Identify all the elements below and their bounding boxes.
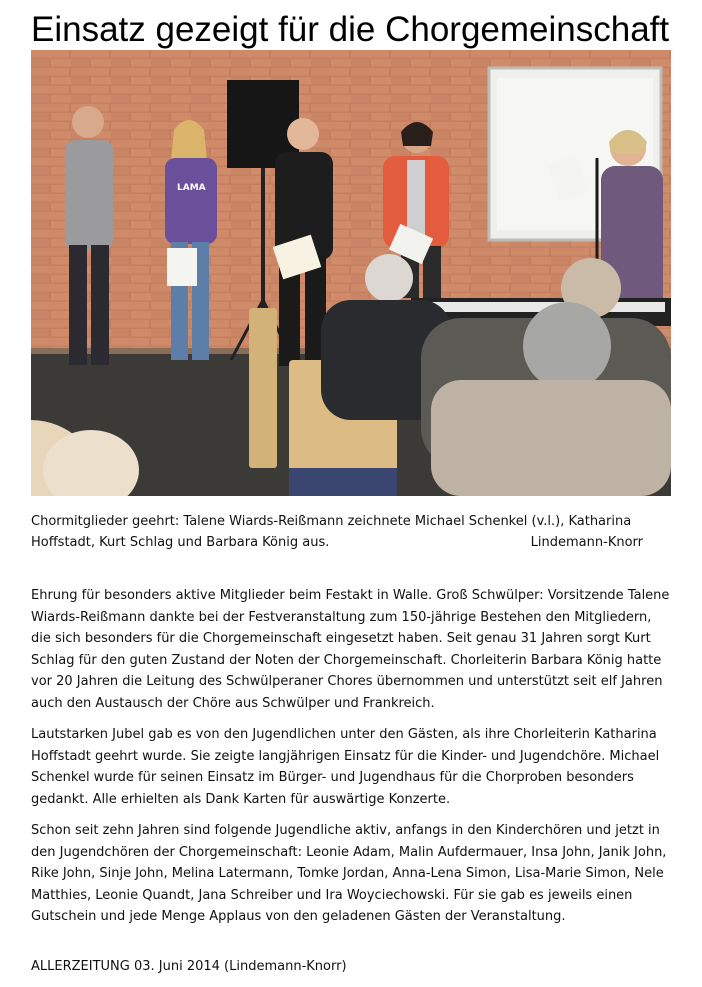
headline: Einsatz gezeigt für die Chorgemeinschaft (31, 10, 670, 49)
article-paragraph: Ehrung für besonders aktive Mitglieder beim Festakt in Walle. Groß Schwülper: Vorsitzende Talene Wiards-Reißmann dankte bei der Festveranstaltung zum 150-jährige Bestehen den Mitgliedern, die sich besonders für die Chorgemeinschaft eingesetzt haben. Seit genau 31 Jahren sorgt Kurt Schlag für den guten Zustand der Noten der Chorgemeinschaft. Chorleiterin Barbara König hatte vor 20 Jahren die Leitung des Schwülperaner Chores übernommen und unterstützt seit elf Jahren auch den Austausch der Chöre aus Schwülper und Frankreich. (31, 588, 670, 711)
article-photo (31, 50, 671, 496)
photo-caption (31, 511, 651, 553)
shirt-text: LAMA (177, 183, 206, 193)
article-paragraph: Schon seit zehn Jahren sind folgende Jugendliche aktiv, anfangs in den Kinderchören und jetzt in den Jugendchören der Chorgemeinschaft: Leonie Adam, Malin Aufdermauer, Insa John, Janik John, Rike John, Sinje John, Melina Latermann, Tomke Jordan, Anna-Lena Simon, Lisa-Marie Simon, Nele Matthies, Leonie Quandt, Jana Schreiber und Ira Woyciechowski. Für sie gab es jeweils einen Gutschein und jede Menge Applaus von den geladenen Gästen der Veranstaltung. (31, 823, 667, 924)
caption-line-1: Chormitglieder geehrt: Talene Wiards-Reißmann zeichnete Michael Schenkel (v.l.), Katharina (31, 514, 632, 529)
caption-line-2: Hoffstadt, Kurt Schlag und Barbara König aus. (31, 535, 330, 550)
source-line: ALLERZEITUNG 03. Juni 2014 (Lindemann-Knorr) (31, 959, 347, 974)
photo-credit: Lindemann-Knorr (530, 535, 643, 550)
article-body (31, 585, 673, 938)
article-paragraph: Lautstarken Jubel gab es von den Jugendlichen unter den Gästen, als ihre Chorleiterin Katharina Hoffstadt geehrt wurde. Sie zeigte langjährigen Einsatz für die Kinder- und Jugendchöre. Michael Schenkel wurde für seinen Einsatz im Bürger- und Jugendhaus für die Chorproben besonders gedankt. Alle erhielten als Dank Karten für auswärtige Konzerte. (31, 727, 660, 807)
